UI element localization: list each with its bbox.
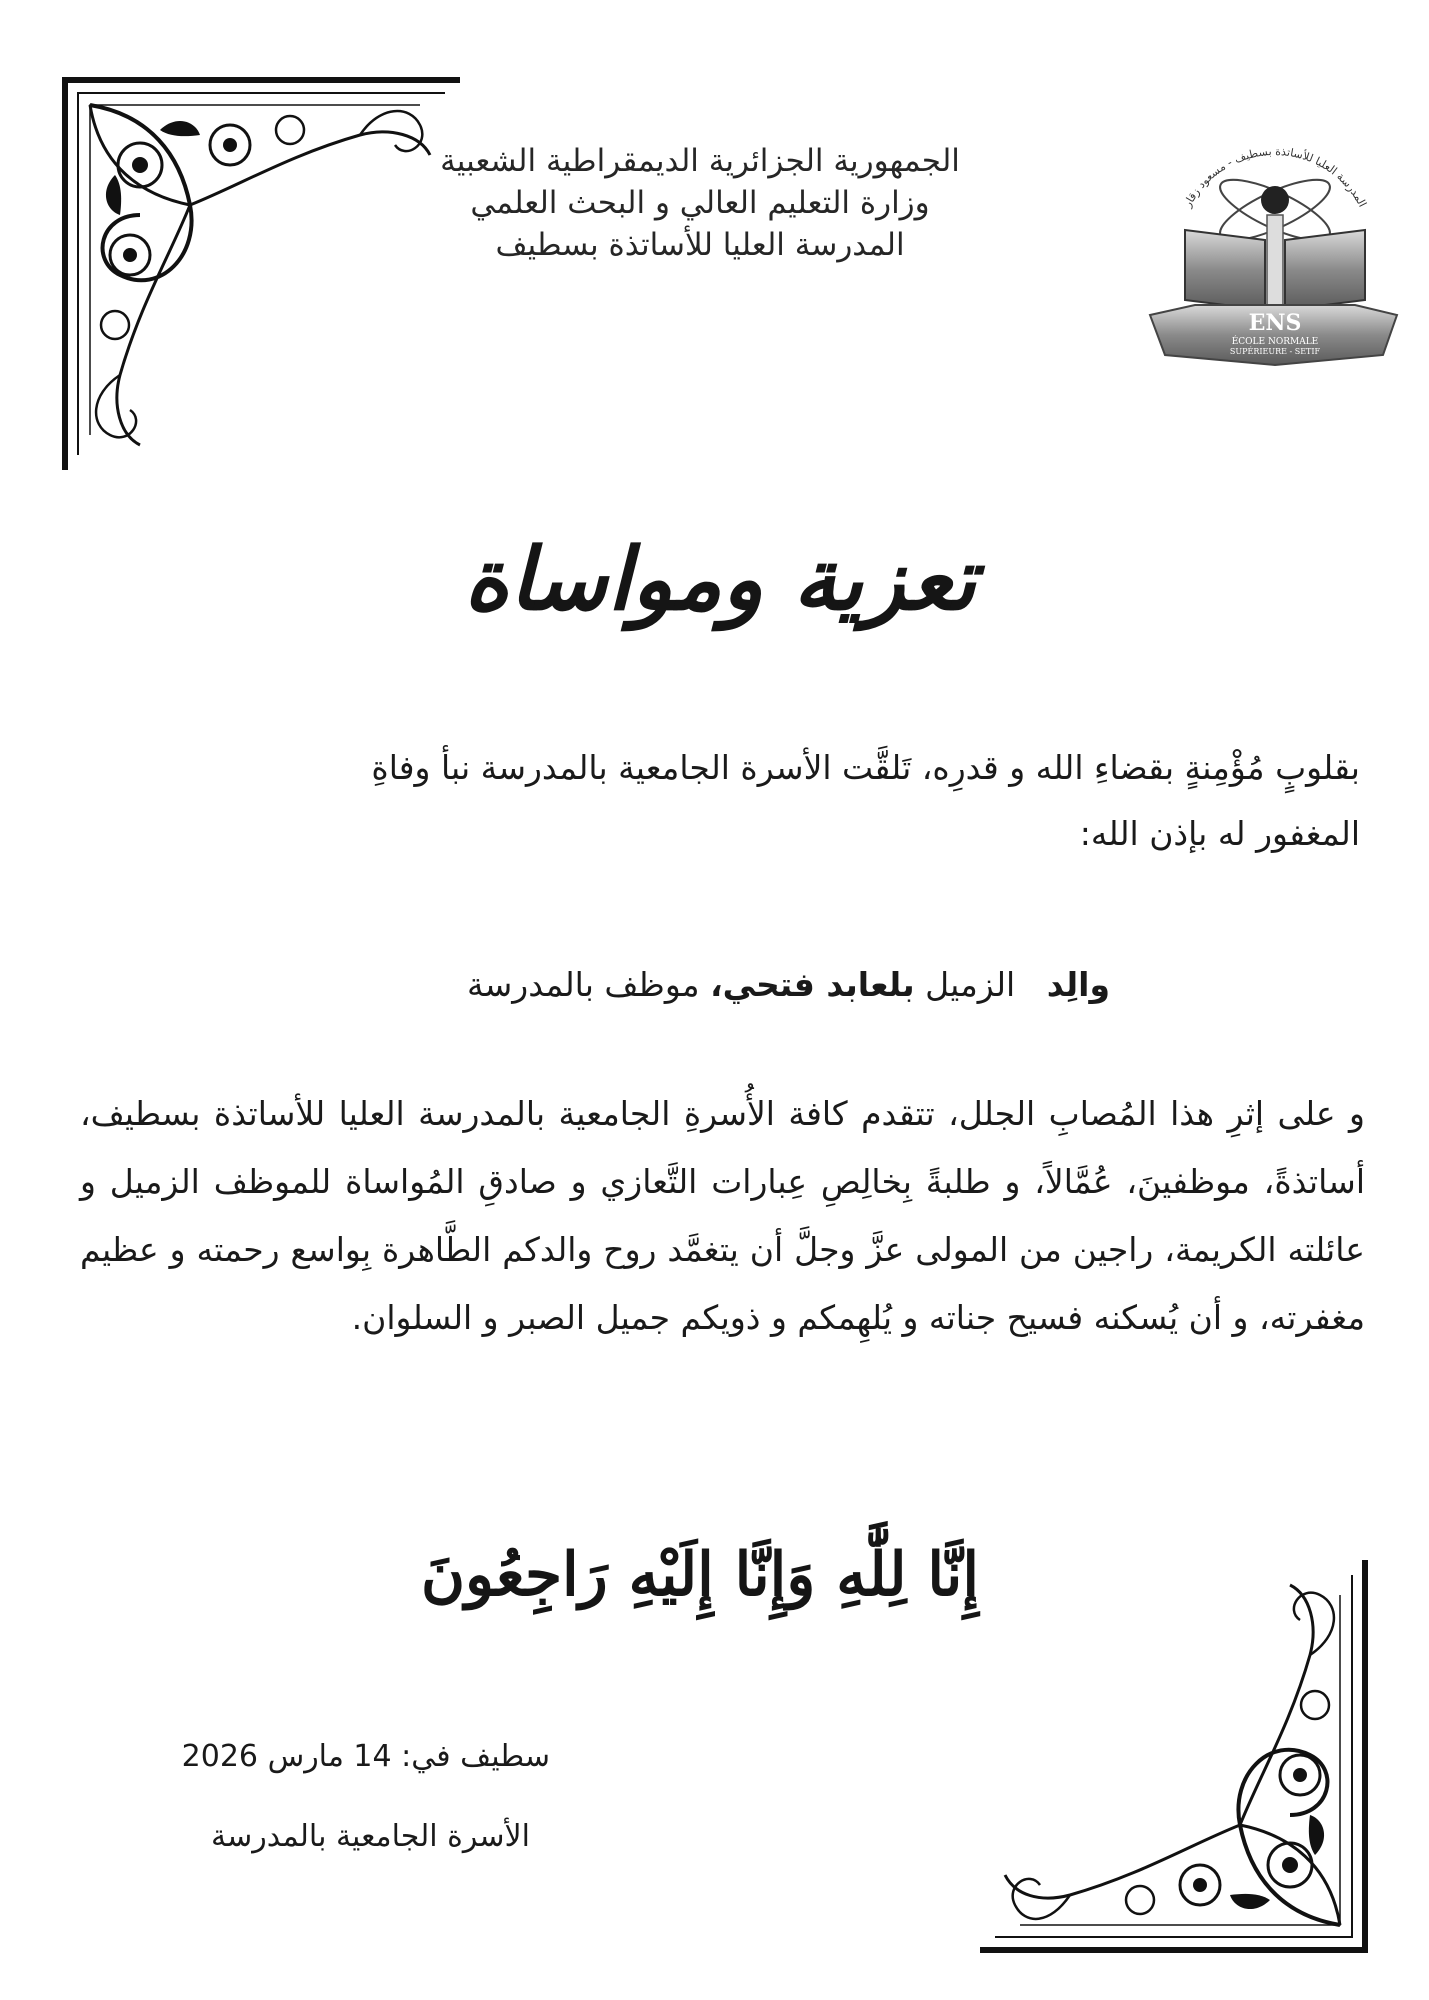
quran-verse: إِنَّا لِلَّٰهِ وَإِنَّا إِلَيْهِ رَاجِعُونَ — [420, 1540, 980, 1610]
logo-subtitle-2: SUPÉRIEURE - SETIF — [1229, 347, 1321, 356]
colleague-role: موظف بالمدرسة — [466, 965, 700, 1004]
condolence-body: و على إثرِ هذا المُصابِ الجلل، تتقدم كافة الأُسرةِ الجامعية بالمدرسة العليا للأساتذة بسطيف، أساتذةً، موظفينَ، عُمَّالاً، و طلبةً بِخالِصِ عِبارات التَّعازي و صادقِ المُواساة للموظف الزميل و عائلته الكريمة، راجين من المولى عزَّ وجلَّ أن يتغمَّد روح والدكم الطَّاهرة بِواسع رحمته و عظيم مغفرته، و أن يُسكنه فسيح جناته و يُلهِمكم و ذويكم جميل الصبر و السلوان. — [80, 1094, 1365, 1337]
corner-ornament-bottom-right — [975, 1555, 1370, 1955]
relation-label: والِد — [1046, 965, 1110, 1004]
signature: الأسرة الجامعية بالمدرسة — [210, 1819, 530, 1854]
header-country: الجمهورية الجزائرية الديمقراطية الشعبية — [440, 143, 960, 179]
place-date: سطيف في: 14 مارس 2026 — [181, 1739, 550, 1774]
header-ministry: وزارة التعليم العالي و البحث العلمي — [470, 185, 930, 221]
logo-subtitle-1: ÉCOLE NORMALE — [1231, 337, 1319, 347]
intro-line-2: المغفور له بإذن الله: — [1079, 814, 1360, 853]
open-book-atom-emblem-icon — [1185, 168, 1365, 315]
corner-ornament-top-left — [60, 75, 470, 475]
header-school: المدرسة العليا للأساتذة بسطيف — [495, 227, 905, 263]
deceased-line — [300, 960, 1110, 1010]
logo-acronym: ENS — [1248, 310, 1302, 336]
institution-header — [380, 140, 1020, 266]
colleague-label: الزميل — [925, 965, 1016, 1004]
condolence-title: تعزية ومواساة — [463, 529, 977, 630]
logo-arc-text: المدرسة العليا للأساتذة بسطيف - مسعود زقار — [1180, 144, 1370, 210]
intro-paragraph — [60, 735, 1360, 867]
school-logo — [1135, 140, 1410, 375]
intro-line-1: بقلوبٍ مُؤْمِنةٍ بقضاءِ الله و قدرِه، تَلقَّت الأسرة الجامعية بالمدرسة نبأ وفاةِ — [371, 748, 1360, 787]
colleague-name: بلعابد فتحي، — [710, 965, 915, 1004]
